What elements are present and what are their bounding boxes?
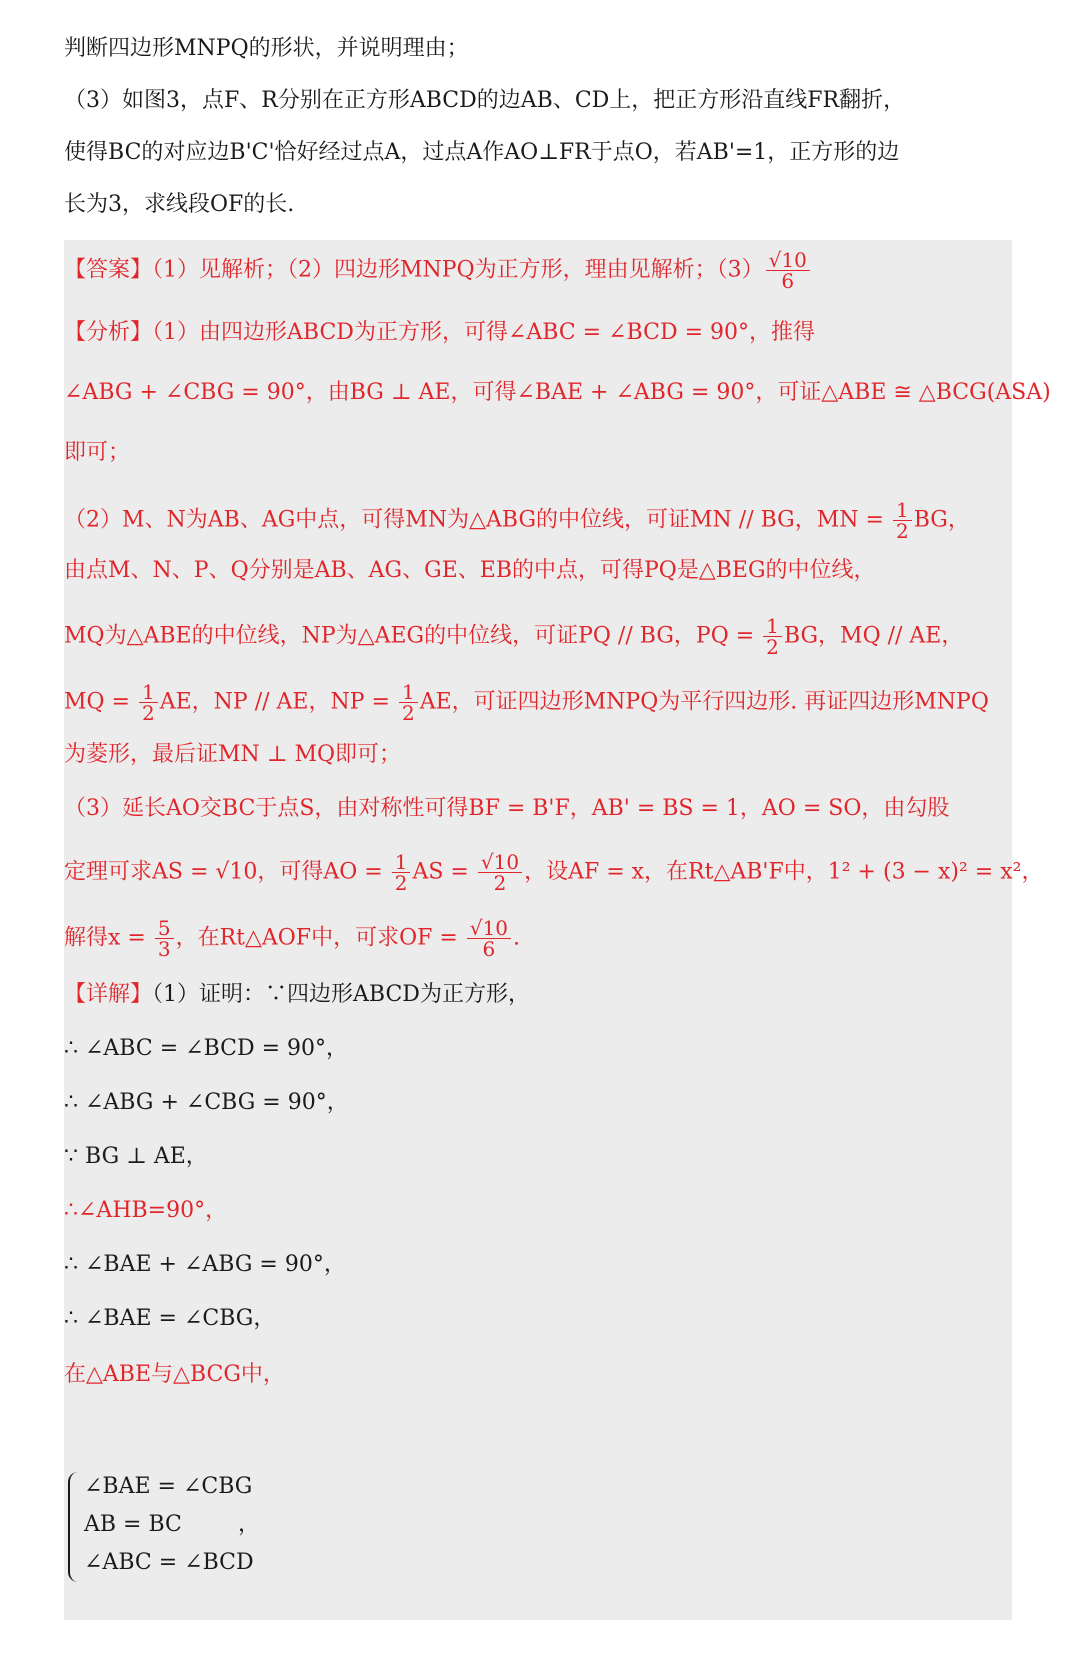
fraction: $\frac{1}{2}$ [139, 682, 158, 723]
analysis-line-3: 即可； [64, 440, 131, 465]
question-line-2: （3）如图3，点F、R分别在正方形ABCD的边AB、CD上，把正方形沿直线FR翻折， [64, 88, 906, 113]
analysis-line-4: （2）M、N为AB、AG中点，可得MN为△ABG的中位线，可证MN // BG，MN = $\frac{1}{2}$ BG， [64, 498, 970, 543]
analysis-line-7: MQ = $\frac{1}{2}$ AE，NP // AE，NP = $\frac{1}{2}$ AE，可证四边形MNPQ为平行四边形. 再证四边形MNPQ [64, 680, 989, 725]
fraction: $\frac{√10}{6}$ [467, 918, 511, 959]
fraction: $\frac{5}{3}$ [155, 918, 174, 959]
detail-line-2: ∴ ∠ABC = ∠BCD = 90°， [64, 1036, 349, 1061]
question-line-3: 使得BC的对应边B'C'恰好经过点A，过点A作AO⊥FR于点O，若AB'=1，正方形的边 [64, 140, 900, 165]
fraction: $\frac{1}{2}$ [399, 682, 418, 723]
analysis-line-8: 为菱形，最后证MN ⊥ MQ即可； [64, 742, 402, 767]
answer-line [64, 250, 812, 291]
system-eq-3: ∠ABC = ∠BCD [84, 1550, 254, 1575]
left-brace [68, 1472, 80, 1582]
analysis-tag: 【分析】 [64, 320, 153, 345]
detail-line-6: ∴ ∠BAE + ∠ABG = 90°， [64, 1252, 346, 1277]
analysis-line-1: 【分析】（1）由四边形ABCD为正方形，可得∠ABC = ∠BCD = 90°，推得 [64, 320, 815, 345]
question-line-4: 长为3，求线段OF的长. [64, 192, 295, 217]
detail-line-1: 【详解】（1）证明：∵四边形ABCD为正方形， [64, 982, 530, 1007]
answer-fraction: $\frac{√10}{6}$ [766, 250, 810, 291]
fraction: $\frac{√10}{2}$ [478, 852, 522, 893]
analysis-line-10: 定理可求AS = √10，可得AO = $\frac{1}{2}$ AS = $\frac{√10}{2}$ ，设AF = x，在Rt△AB'F中，1² + (3 − x)² = x²， [64, 850, 1044, 895]
analysis-line-6: MQ为△ABE的中位线，NP为△AEG的中位线，可证PQ // BG，PQ = $\frac{1}{2}$ BG，MQ // AE， [64, 614, 964, 659]
detail-line-4: ∵ BG ⊥ AE， [64, 1144, 208, 1169]
detail-line-3: ∴ ∠ABG + ∠CBG = 90°， [64, 1090, 349, 1115]
fraction: $\frac{1}{2}$ [763, 616, 782, 657]
detail-line-5: ∴∠AHB=90°， [64, 1198, 228, 1223]
fraction: $\frac{1}{2}$ [392, 852, 411, 893]
question-line-1: 判断四边形MNPQ的形状，并说明理由； [64, 36, 469, 61]
detail-tag: 【详解】 [64, 982, 153, 1007]
analysis-line-5: 由点M、N、P、Q分别是AB、AG、GE、EB的中点，可得PQ是△BEG的中位线， [64, 558, 876, 583]
system-eq-2: AB = BC [84, 1512, 182, 1537]
fraction: $\frac{1}{2}$ [893, 500, 912, 541]
analysis-line-2: ∠ABG + ∠CBG = 90°，由BG ⊥ AE，可得∠BAE + ∠ABG = 90°，可证△ABE ≅ △BCG(ASA) [64, 380, 1051, 405]
analysis-line-11: 解得x = $\frac{5}{3}$ ，在Rt△AOF中，可求OF = $\frac{√10}{6}$ . [64, 916, 520, 961]
answer-text: （1）见解析；（2）四边形MNPQ为正方形，理由见解析；（3） [152, 257, 764, 283]
detail-line-8: 在△ABE与△BCG中， [64, 1362, 285, 1387]
system-comma: ， [238, 1512, 261, 1537]
answer-tag: 【答案】 [64, 257, 153, 283]
analysis-line-9: （3）延长AO交BC于点S，由对称性可得BF = B'F，AB' = BS = 1，AO = SO，由勾股 [64, 796, 950, 821]
detail-line-7: ∴ ∠BAE = ∠CBG， [64, 1306, 276, 1331]
system-eq-1: ∠BAE = ∠CBG [84, 1474, 253, 1499]
